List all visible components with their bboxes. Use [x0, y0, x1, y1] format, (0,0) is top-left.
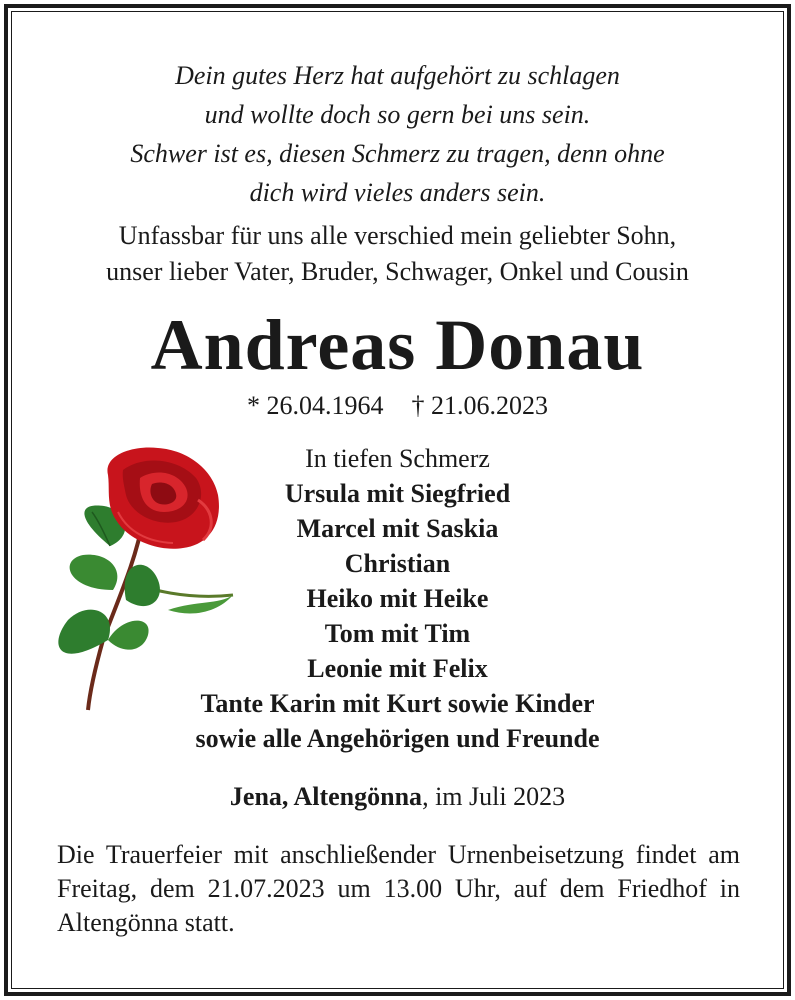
place-and-date — [0, 779, 795, 815]
intro-line: unser lieber Vater, Bruder, Schwager, Onkel und Cousin — [106, 257, 689, 286]
birth-date: * 26.04.1964 — [247, 391, 384, 420]
death-date: † 21.06.2023 — [411, 391, 548, 420]
place-towns: Jena, Altengönna — [229, 782, 423, 811]
mourner: Tante Karin mit Kurt sowie Kinder — [200, 689, 595, 718]
life-dates — [0, 388, 795, 424]
poem-line: und wollte doch so gern bei uns sein. — [204, 100, 591, 129]
mourner: Heiko mit Heike — [306, 584, 489, 613]
mourning-intro: In tiefen Schmerz — [305, 444, 490, 473]
poem — [0, 56, 795, 212]
intro-text — [0, 218, 795, 290]
poem-line: dich wird vieles anders sein. — [249, 178, 546, 207]
mourner: Marcel mit Saskia — [296, 514, 499, 543]
mourner: Leonie mit Felix — [307, 654, 488, 683]
mourner: Tom mit Tim — [324, 619, 471, 648]
mourner: sowie alle Angehörigen und Freunde — [195, 724, 600, 753]
mourner: Christian — [344, 549, 451, 578]
place-date: , im Juli 2023 — [422, 782, 566, 811]
ceremony-info: Die Trauerfeier mit anschließender Urnenbeisetzung findet am Freitag, dem 21.07.2023 um 13.00 Uhr, auf dem Friedhof in Altengönna statt. — [57, 840, 740, 937]
poem-line: Dein gutes Herz hat aufgehört zu schlagen — [175, 61, 620, 90]
deceased-name: Andreas Donau — [150, 305, 645, 385]
poem-line: Schwer ist es, diesen Schmerz zu tragen, denn ohne — [130, 139, 665, 168]
mourners-list — [0, 441, 795, 756]
intro-line: Unfassbar für uns alle verschied mein geliebter Sohn, — [118, 221, 677, 250]
mourner: Ursula mit Siegfried — [284, 479, 511, 508]
